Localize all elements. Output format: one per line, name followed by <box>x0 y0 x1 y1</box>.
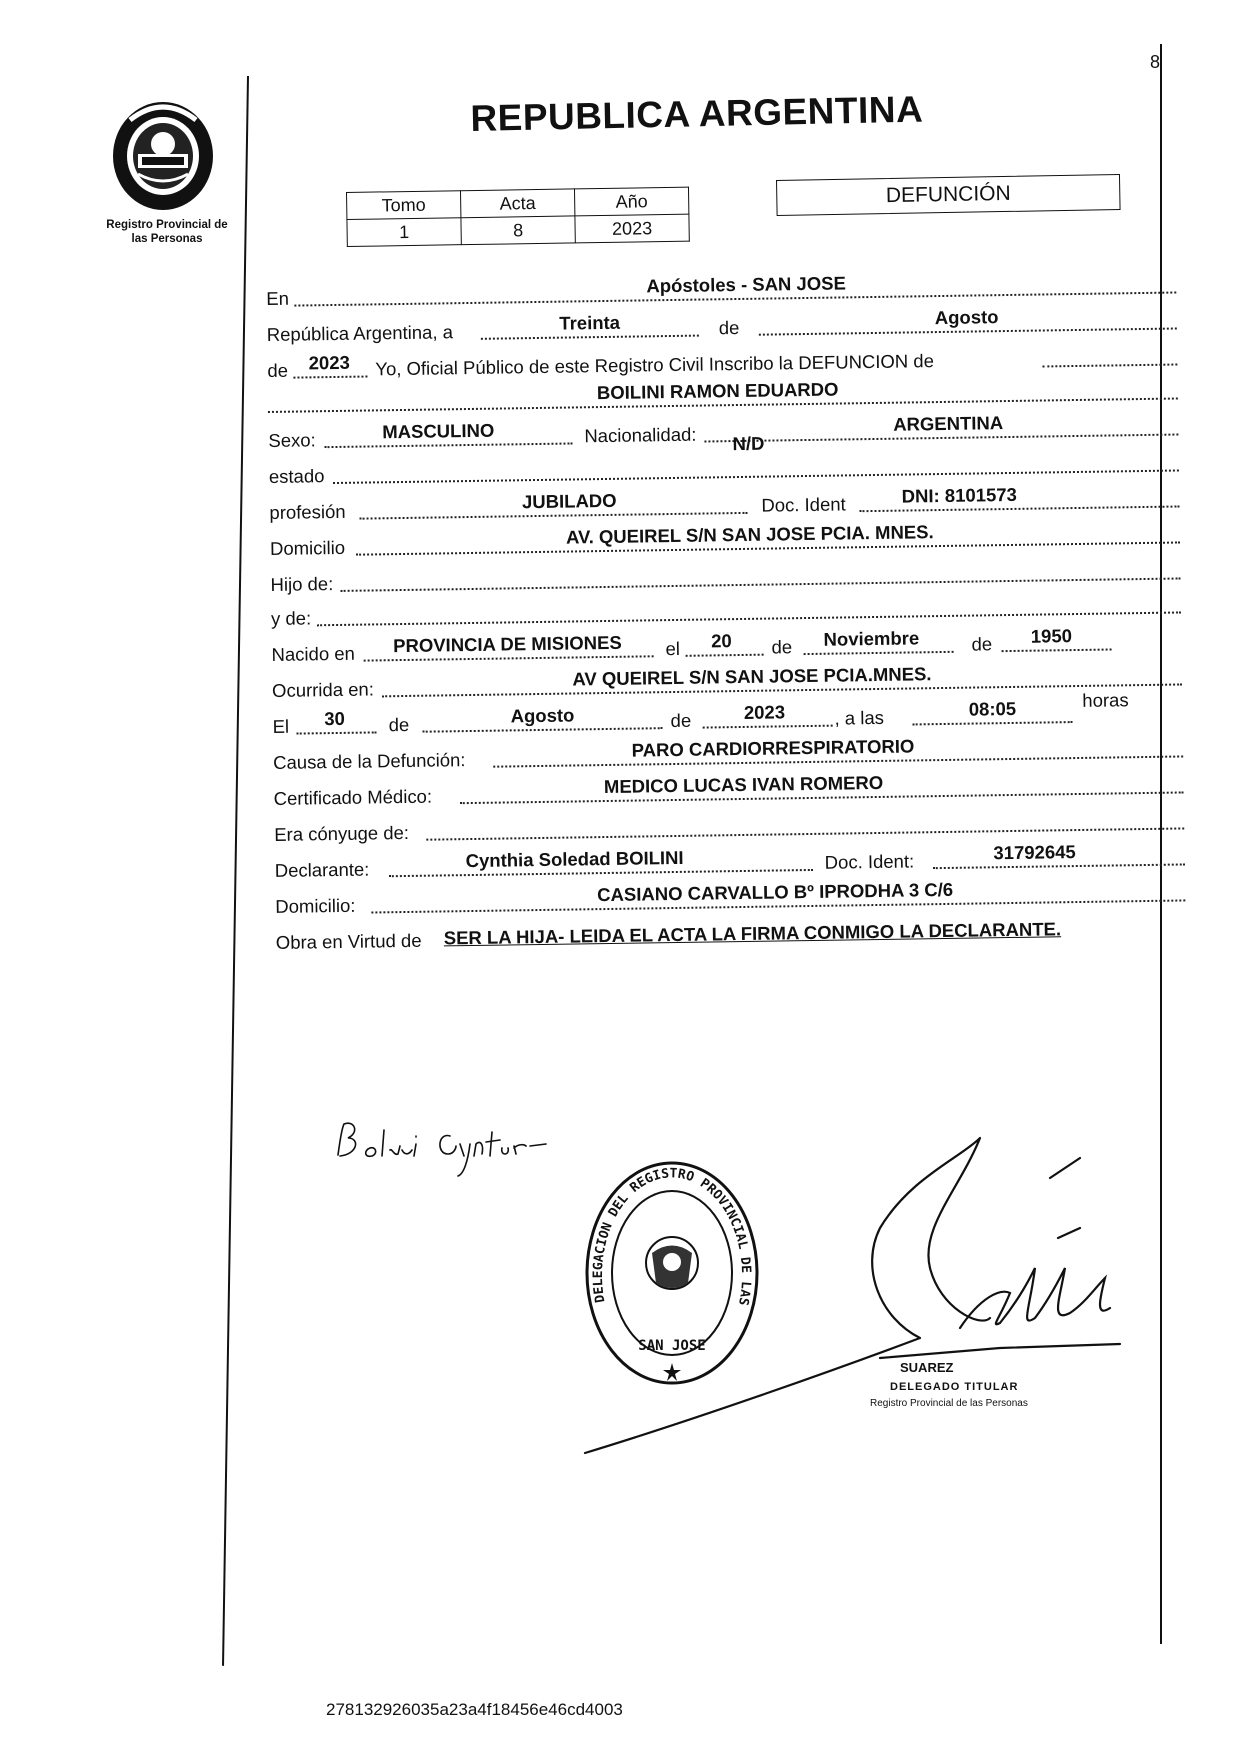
label-de-2: de <box>267 359 289 381</box>
label-hijo-de: Hijo de: <box>270 573 334 595</box>
value-birth-year: 1950 <box>1030 625 1073 647</box>
row-declarant <box>274 838 1184 881</box>
label-de: de <box>718 316 740 339</box>
value-sexo: MASCULINO <box>382 419 495 443</box>
emblem-icon <box>108 96 218 212</box>
stamp-org: Registro Provincial de las Personas <box>870 1398 1028 1409</box>
label-conyuge: Era cónyuge de: <box>274 821 410 845</box>
label-causa: Causa de la Defunción: <box>273 749 466 773</box>
stamp-title: DELEGADO TITULAR <box>890 1381 1019 1393</box>
value-tomo: 1 <box>347 218 461 247</box>
document-title: REPUBLICA ARGENTINA <box>470 88 924 139</box>
row-death-place <box>272 658 1182 701</box>
registry-caption <box>82 218 252 246</box>
row-address <box>270 516 1180 559</box>
label-de-6: de <box>670 709 692 732</box>
value-death-year: 2023 <box>743 701 786 723</box>
value-birth-place: PROVINCIA DE MISIONES <box>393 631 622 657</box>
label-nacionalidad: Nacionalidad: <box>584 423 697 447</box>
header-tomo: Tomo <box>347 191 461 220</box>
label-a-las: , a las <box>834 706 885 729</box>
left-margin-rule <box>222 76 249 1666</box>
row-birth <box>271 622 1181 665</box>
caption-line-1: Registro Provincial de <box>106 219 228 231</box>
label-de-4: de <box>971 633 993 655</box>
seal-bottom-text: SAN JOSE <box>638 1338 706 1354</box>
value-birth-month: Noviembre <box>823 627 920 650</box>
row-cause <box>273 730 1183 773</box>
label-el-2: El <box>272 715 290 737</box>
row-reason <box>276 910 1186 953</box>
label-obra: Obra en Virtud de <box>275 929 422 953</box>
label-republica: República Argentina, a <box>266 321 454 345</box>
value-domicilio: AV. QUEIREL S/N SAN JOSE PCIA. MNES. <box>565 521 934 548</box>
label-de-3: de <box>771 636 793 658</box>
seal-ring-text: DELEGACION DEL REGISTRO PROVINCIAL DE LAS <box>590 1166 754 1307</box>
declarant-signature <box>330 1110 590 1185</box>
official-signature <box>580 1118 1140 1483</box>
label-domicilio: Domicilio <box>269 536 346 559</box>
row-sex <box>268 408 1178 451</box>
header-ano: Año <box>574 187 688 216</box>
act-type-box: DEFUNCIÓN <box>776 174 1121 216</box>
value-declarante: Cynthia Soledad BOILINI <box>465 846 684 872</box>
value-causa: PARO CARDIORRESPIRATORIO <box>631 735 915 761</box>
document-hash: 278132926035a23a4f18456e46cd4003 <box>326 1700 623 1719</box>
death-record-form <box>266 267 1187 1040</box>
province-emblem <box>108 96 218 212</box>
label-doc-ident: Doc. Ident <box>761 493 846 516</box>
value-death-month: Agosto <box>510 704 575 727</box>
value-death-time: 08:05 <box>968 697 1017 720</box>
value-ano: 2023 <box>575 214 689 243</box>
label-nacido-en: Nacido en <box>271 642 356 665</box>
act-reference-table <box>346 187 690 247</box>
value-death-place: AV QUEIREL S/N SAN JOSE PCIA.MNES. <box>572 663 932 690</box>
label-sexo: Sexo: <box>268 429 316 451</box>
label-estado: estado <box>268 465 325 487</box>
inscribo-text: Yo, Oficial Público de este Registro Civil Inscribo la DEFUNCION de <box>375 350 935 380</box>
caption-line-2: las Personas <box>131 233 203 245</box>
row-declarant-address <box>275 874 1185 917</box>
label-profesion: profesión <box>269 500 346 523</box>
label-el: el <box>665 637 681 660</box>
label-domicilio-2: Domicilio: <box>275 894 356 917</box>
label-certificado: Certificado Médico: <box>273 785 433 809</box>
value-death-day: 30 <box>324 707 345 730</box>
header-acta: Acta <box>460 189 574 218</box>
row-certificate <box>273 766 1183 809</box>
stamp-name: SUAREZ <box>900 1360 954 1375</box>
value-place: Apóstoles - SAN JOSE <box>646 272 846 297</box>
label-doc-ident-2: Doc. Ident: <box>824 850 915 873</box>
row-profession <box>269 480 1179 523</box>
label-de-5: de <box>388 713 410 736</box>
value-profesion: JUBILADO <box>521 489 617 513</box>
value-domicilio-2: CASIANO CARVALLO Bº IPRODHA 3 C/6 <box>597 878 954 906</box>
row-place <box>266 267 1176 310</box>
value-estado: N/D <box>732 432 765 455</box>
page-number: 8 <box>1150 52 1161 72</box>
value-obra: SER LA HIJA- LEIDA EL ACTA LA FIRMA CONMIGO LA DECLARANTE. <box>443 918 1062 949</box>
label-declarante: Declarante: <box>274 858 370 881</box>
value-birth-day: 20 <box>710 630 732 652</box>
value-acta: 8 <box>461 216 575 245</box>
value-year: 2023 <box>308 351 350 374</box>
value-month: Agosto <box>934 306 999 329</box>
value-day-words: Treinta <box>559 311 621 334</box>
value-doc-ident: DNI: 8101573 <box>901 483 1018 507</box>
label-y-de: y de: <box>270 607 312 629</box>
row-date <box>267 302 1177 345</box>
label-ocurrida: Ocurrida en: <box>271 678 375 701</box>
label-en: En <box>266 287 290 309</box>
row-spouse <box>274 802 1184 845</box>
value-certificado: MEDICO LUCAS IVAN ROMERO <box>603 771 884 798</box>
value-nacionalidad: ARGENTINA <box>893 412 1004 435</box>
value-doc-ident-2: 31792645 <box>993 841 1076 864</box>
label-horas: horas <box>1082 689 1129 711</box>
value-deceased-name: BOILINI RAMON EDUARDO <box>596 378 839 404</box>
